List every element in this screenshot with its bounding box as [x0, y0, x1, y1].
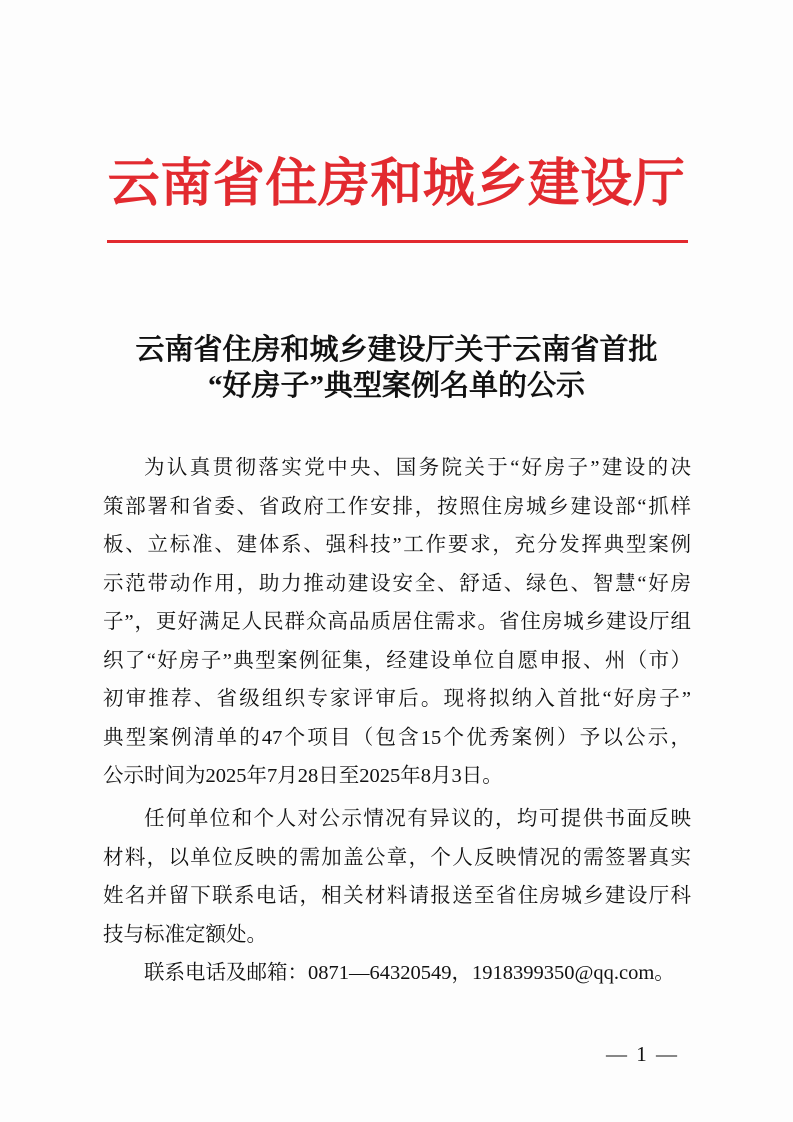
page-number: — 1 —	[606, 1042, 679, 1066]
paragraph-objection	[103, 800, 691, 954]
body-line: 板、立标准、建体系、强科技”工作要求，充分发挥典型案例	[103, 534, 691, 556]
body-line: 织了“好房子”典型案例征集，经建设单位自愿申报、州（市）	[103, 649, 691, 672]
body-line: 姓名并留下联系电话，相关材料请报送至省住房城乡建设厅科	[103, 885, 691, 907]
body-line: 初审推荐、省级组织专家评审后。现将拟纳入首批“好房子”	[103, 688, 691, 710]
body-line: 典型案例清单的47个项目（包含15个优秀案例）予以公示，	[103, 726, 691, 749]
body-line: 技与标准定额处。	[103, 923, 267, 946]
body-line: 材料，以单位反映的需加盖公章，个人反映情况的需签署真实	[103, 846, 691, 869]
contact-line: 联系电话及邮箱：0871—64320549，1918399350@qq.com。	[144, 962, 675, 984]
issuer-header: 云南省住房和城乡建设厅	[107, 156, 686, 213]
body-line: 任何单位和个人对公示情况有异议的，均可提供书面反映	[144, 808, 691, 830]
body-line: 策部署和省委、省政府工作安排，按照住房城乡建设部“抓样	[103, 495, 691, 518]
document-title	[60, 332, 733, 404]
paragraph-announcement	[103, 449, 691, 796]
red-divider-line	[107, 240, 688, 243]
body-line: 为认真贯彻落实党中央、国务院关于“好房子”建设的决	[144, 457, 691, 479]
body-line: 公示时间为2025年7月28日至2025年8月3日。	[103, 765, 503, 787]
body-line: 示范带动作用，助力推动建设安全、舒适、绿色、智慧“好房	[103, 572, 691, 595]
title-line: 云南省住房和城乡建设厅关于云南省首批	[135, 334, 658, 366]
title-line: “好房子”典型案例名单的公示	[207, 370, 585, 402]
body-line: 子”，更好满足人民群众高品质居住需求。省住房城乡建设厅组	[103, 611, 691, 633]
paragraph-contact	[103, 954, 691, 993]
